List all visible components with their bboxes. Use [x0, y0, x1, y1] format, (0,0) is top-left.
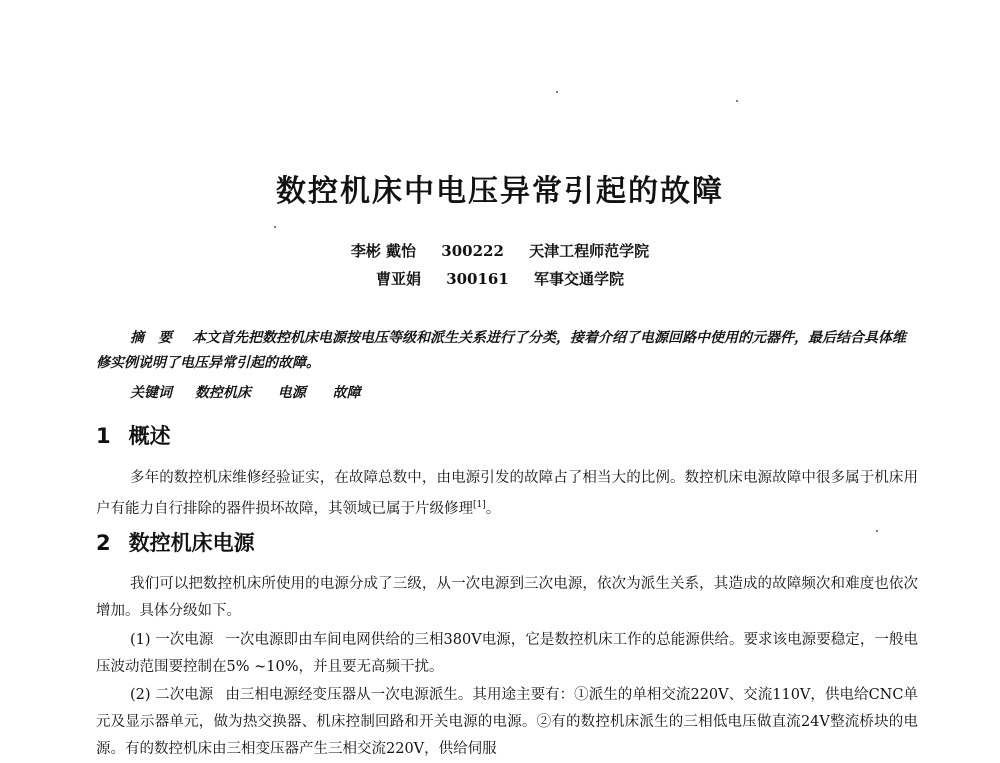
body-paragraph: [96, 465, 918, 523]
item-label: (2) 二次电源: [130, 687, 214, 703]
keywords: [130, 382, 383, 402]
body-paragraph: [96, 627, 918, 681]
paragraph-text: 一次电源即由车间电网供给的三相380V电源，它是数控机床工作的总能源供给。要求该电源要稳定，一般电压波动范围要控制在5% ~10%，并且要无高频干扰。: [96, 632, 918, 675]
author-line: [0, 240, 1000, 261]
author-line: [0, 268, 1000, 289]
body-paragraph: [96, 571, 918, 625]
paper-title: 数控机床中电压异常引起的故障: [276, 174, 724, 209]
abstract: [96, 326, 918, 376]
author-postcode: 300161: [446, 270, 509, 288]
author-names: 曹亚娟: [375, 270, 421, 288]
keyword: 电源: [277, 385, 306, 401]
author-names: 李彬 戴怡: [350, 242, 417, 260]
scan-speck: [274, 226, 276, 228]
keyword: 数控机床: [194, 385, 251, 401]
author-postcode: 300222: [441, 242, 504, 260]
abstract-text: 本文首先把数控机床电源按电压等级和派生关系进行了分类，接着介绍了电源回路中使用的元器件，最后结合具体维修实例说明了电压异常引起的故障。: [96, 330, 906, 371]
keywords-label: 关键词: [130, 385, 172, 401]
section-number: 1: [96, 424, 111, 448]
item-label: (1) 一次电源: [130, 632, 214, 648]
section-title: 概述: [128, 424, 171, 448]
section-heading: [96, 527, 255, 557]
scan-speck: [736, 100, 738, 102]
author-affiliation: 军事交通学院: [534, 270, 625, 288]
body-paragraph: [96, 682, 918, 763]
section-heading: [96, 420, 171, 450]
citation[interactable]: [1]: [473, 500, 486, 510]
scan-speck: [876, 530, 878, 532]
paragraph-text: 由三相电源经变压器从一次电源派生。其用途主要有：①派生的单相交流220V、交流110V，供电给CNC单元及显示器单元，做为热交换器、机床控制回路和开关电源的电源。②有的数控机床派生的三相低电压做直流24V整流桥块的电源。有的数控机床由三相变压器产生三相交流220V，供给伺服: [96, 687, 918, 757]
paragraph-text: 多年的数控机床维修经验证实，在故障总数中，由电源引发的故障占了相当大的比例。数控机床电源故障中很多属于机床用户有能力自行排除的器件损坏故障，其领域已属于片级修理: [96, 470, 918, 517]
section-number: 2: [96, 531, 111, 555]
abstract-label: 摘要: [130, 330, 186, 346]
author-affiliation: 天津工程师范学院: [529, 242, 650, 260]
paragraph-end: 。: [485, 500, 501, 517]
keyword: 故障: [332, 385, 361, 401]
section-title: 数控机床电源: [128, 531, 255, 555]
paragraph-text: 我们可以把数控机床所使用的电源分成了三级，从一次电源到三次电源，依次为派生关系，其造成的故障频次和难度也依次增加。具体分级如下。: [96, 576, 918, 619]
scan-speck: [556, 91, 558, 93]
